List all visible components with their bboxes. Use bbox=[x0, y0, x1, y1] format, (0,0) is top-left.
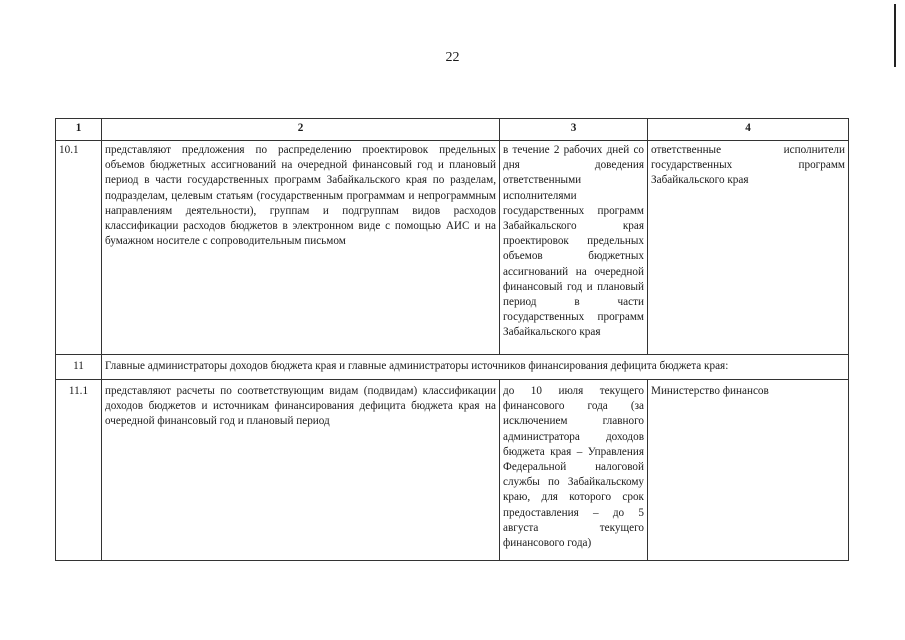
section-title: Главные администраторы доходов бюджета края и главные администраторы источников финансирования дефицита бюджета края: bbox=[102, 355, 849, 380]
header-cell-4: 4 bbox=[648, 119, 849, 141]
table-row bbox=[56, 141, 849, 355]
deadline: в течение 2 рабочих дней со дня доведения ответственными исполнителями государственных программ Забайкальского края проектировок предельных объемов бюджетных ассигнований на очередной финансовый год и плановый период в части государственных программ Забайкальского края bbox=[500, 141, 648, 355]
header-cell-2: 2 bbox=[102, 119, 500, 141]
section-number: 11 bbox=[56, 355, 102, 380]
scan-edge-mark bbox=[894, 4, 896, 67]
page-number: 22 bbox=[445, 50, 460, 65]
action-description: представляют расчеты по соответствующим видам (подвидам) классификации доходов бюджетов и источникам финансирования дефицита бюджета края на очередной финансовый год и плановый период bbox=[102, 380, 500, 561]
header-cell-3: 3 bbox=[500, 119, 648, 141]
responsible-party: ответственные исполнители государственных программ Забайкальского края bbox=[648, 141, 849, 355]
header-cell-1: 1 bbox=[56, 119, 102, 141]
table-row bbox=[56, 380, 849, 561]
responsible-party: Министерство финансов bbox=[648, 380, 849, 561]
row-number: 11.1 bbox=[56, 380, 102, 561]
budget-procedure-table bbox=[55, 118, 849, 561]
action-description: представляют предложения по распределению проектировок предельных объемов бюджетных ассигнований на очередной финансовый год и плановый период в части государственных программ Забайкальского края по разделам, подразделам, целевым статьям (государственным программам и непрограммным направлениям деятельности), группам и подгруппам видов расходов классификации расходов бюджетов в электронном виде с помощью АИС и на бумажном носителе с сопроводительным письмом bbox=[102, 141, 500, 355]
table-section-row bbox=[56, 355, 849, 380]
table-header-row bbox=[56, 119, 849, 141]
row-number: 10.1 bbox=[56, 141, 102, 355]
deadline: до 10 июля текущего финансового года (за исключением главного администратора доходов бюджета края – Управления Федеральной налоговой службы по Забайкальскому краю, для которого срок предоставления – до 5 августа текущего финансового года) bbox=[500, 380, 648, 561]
